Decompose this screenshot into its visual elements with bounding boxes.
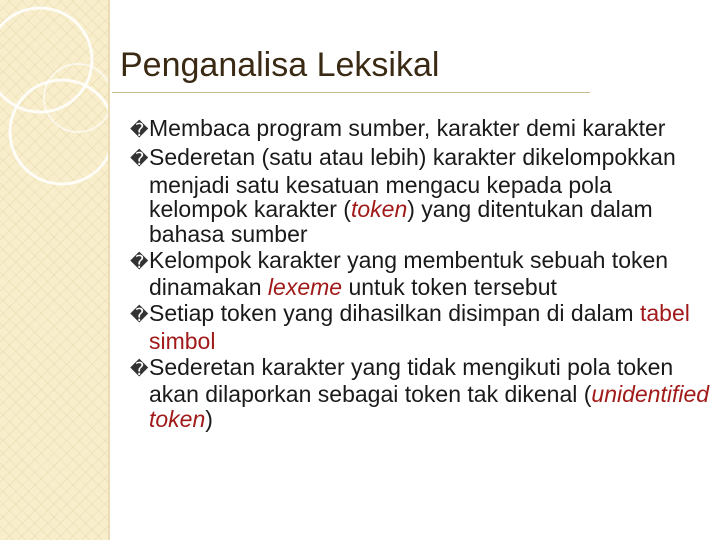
bullet-item xyxy=(130,145,715,246)
panel-edge-divider xyxy=(108,0,110,540)
bullet-item xyxy=(130,116,715,144)
bullet-text: Kelompok karakter yang membentuk sebuah token dinamakan xyxy=(149,246,669,300)
slide-title: Penganalisa Leksikal xyxy=(120,46,440,84)
bullet-text-tail: ) yang ditentukan dalam bahasa sumber xyxy=(149,196,653,247)
bullet-text: Setiap token yang dihasilkan disimpan di dalam xyxy=(149,300,640,326)
term-lexeme: lexeme xyxy=(267,274,343,300)
bullet-marker-icon: � xyxy=(130,358,149,380)
bullet-item xyxy=(130,248,715,300)
decorative-circles xyxy=(0,0,108,540)
title-underline xyxy=(112,92,590,93)
bullet-item xyxy=(130,355,715,432)
bullet-text: Membaca program sumber, karakter demi karakter xyxy=(149,115,666,141)
decorative-side-panel xyxy=(0,0,108,540)
bullet-marker-icon: � xyxy=(130,305,149,326)
bullet-marker-icon: � xyxy=(130,149,149,170)
bullet-marker-icon: � xyxy=(130,120,149,141)
bullet-text: Sederetan karakter yang tidak mengikuti pola token akan dilaporkan sebagai token tak dikenal ( xyxy=(149,353,674,407)
bullet-list xyxy=(130,116,715,433)
term-tabel-simbol: tabel simbol xyxy=(149,300,690,354)
bullet-item xyxy=(130,301,715,353)
bullet-text-tail: untuk token tersebut xyxy=(342,274,557,300)
term-token: token xyxy=(350,196,408,222)
bullet-text: Sederetan (satu atau lebih) karakter dikelompokkan menjadi satu kesatuan mengacu kepada pola kelompok karakter ( xyxy=(149,144,676,222)
term-unidentified-token: unidentified token xyxy=(149,381,710,432)
bullet-marker-icon: � xyxy=(130,251,149,273)
bullet-text-tail: ) xyxy=(205,405,213,432)
